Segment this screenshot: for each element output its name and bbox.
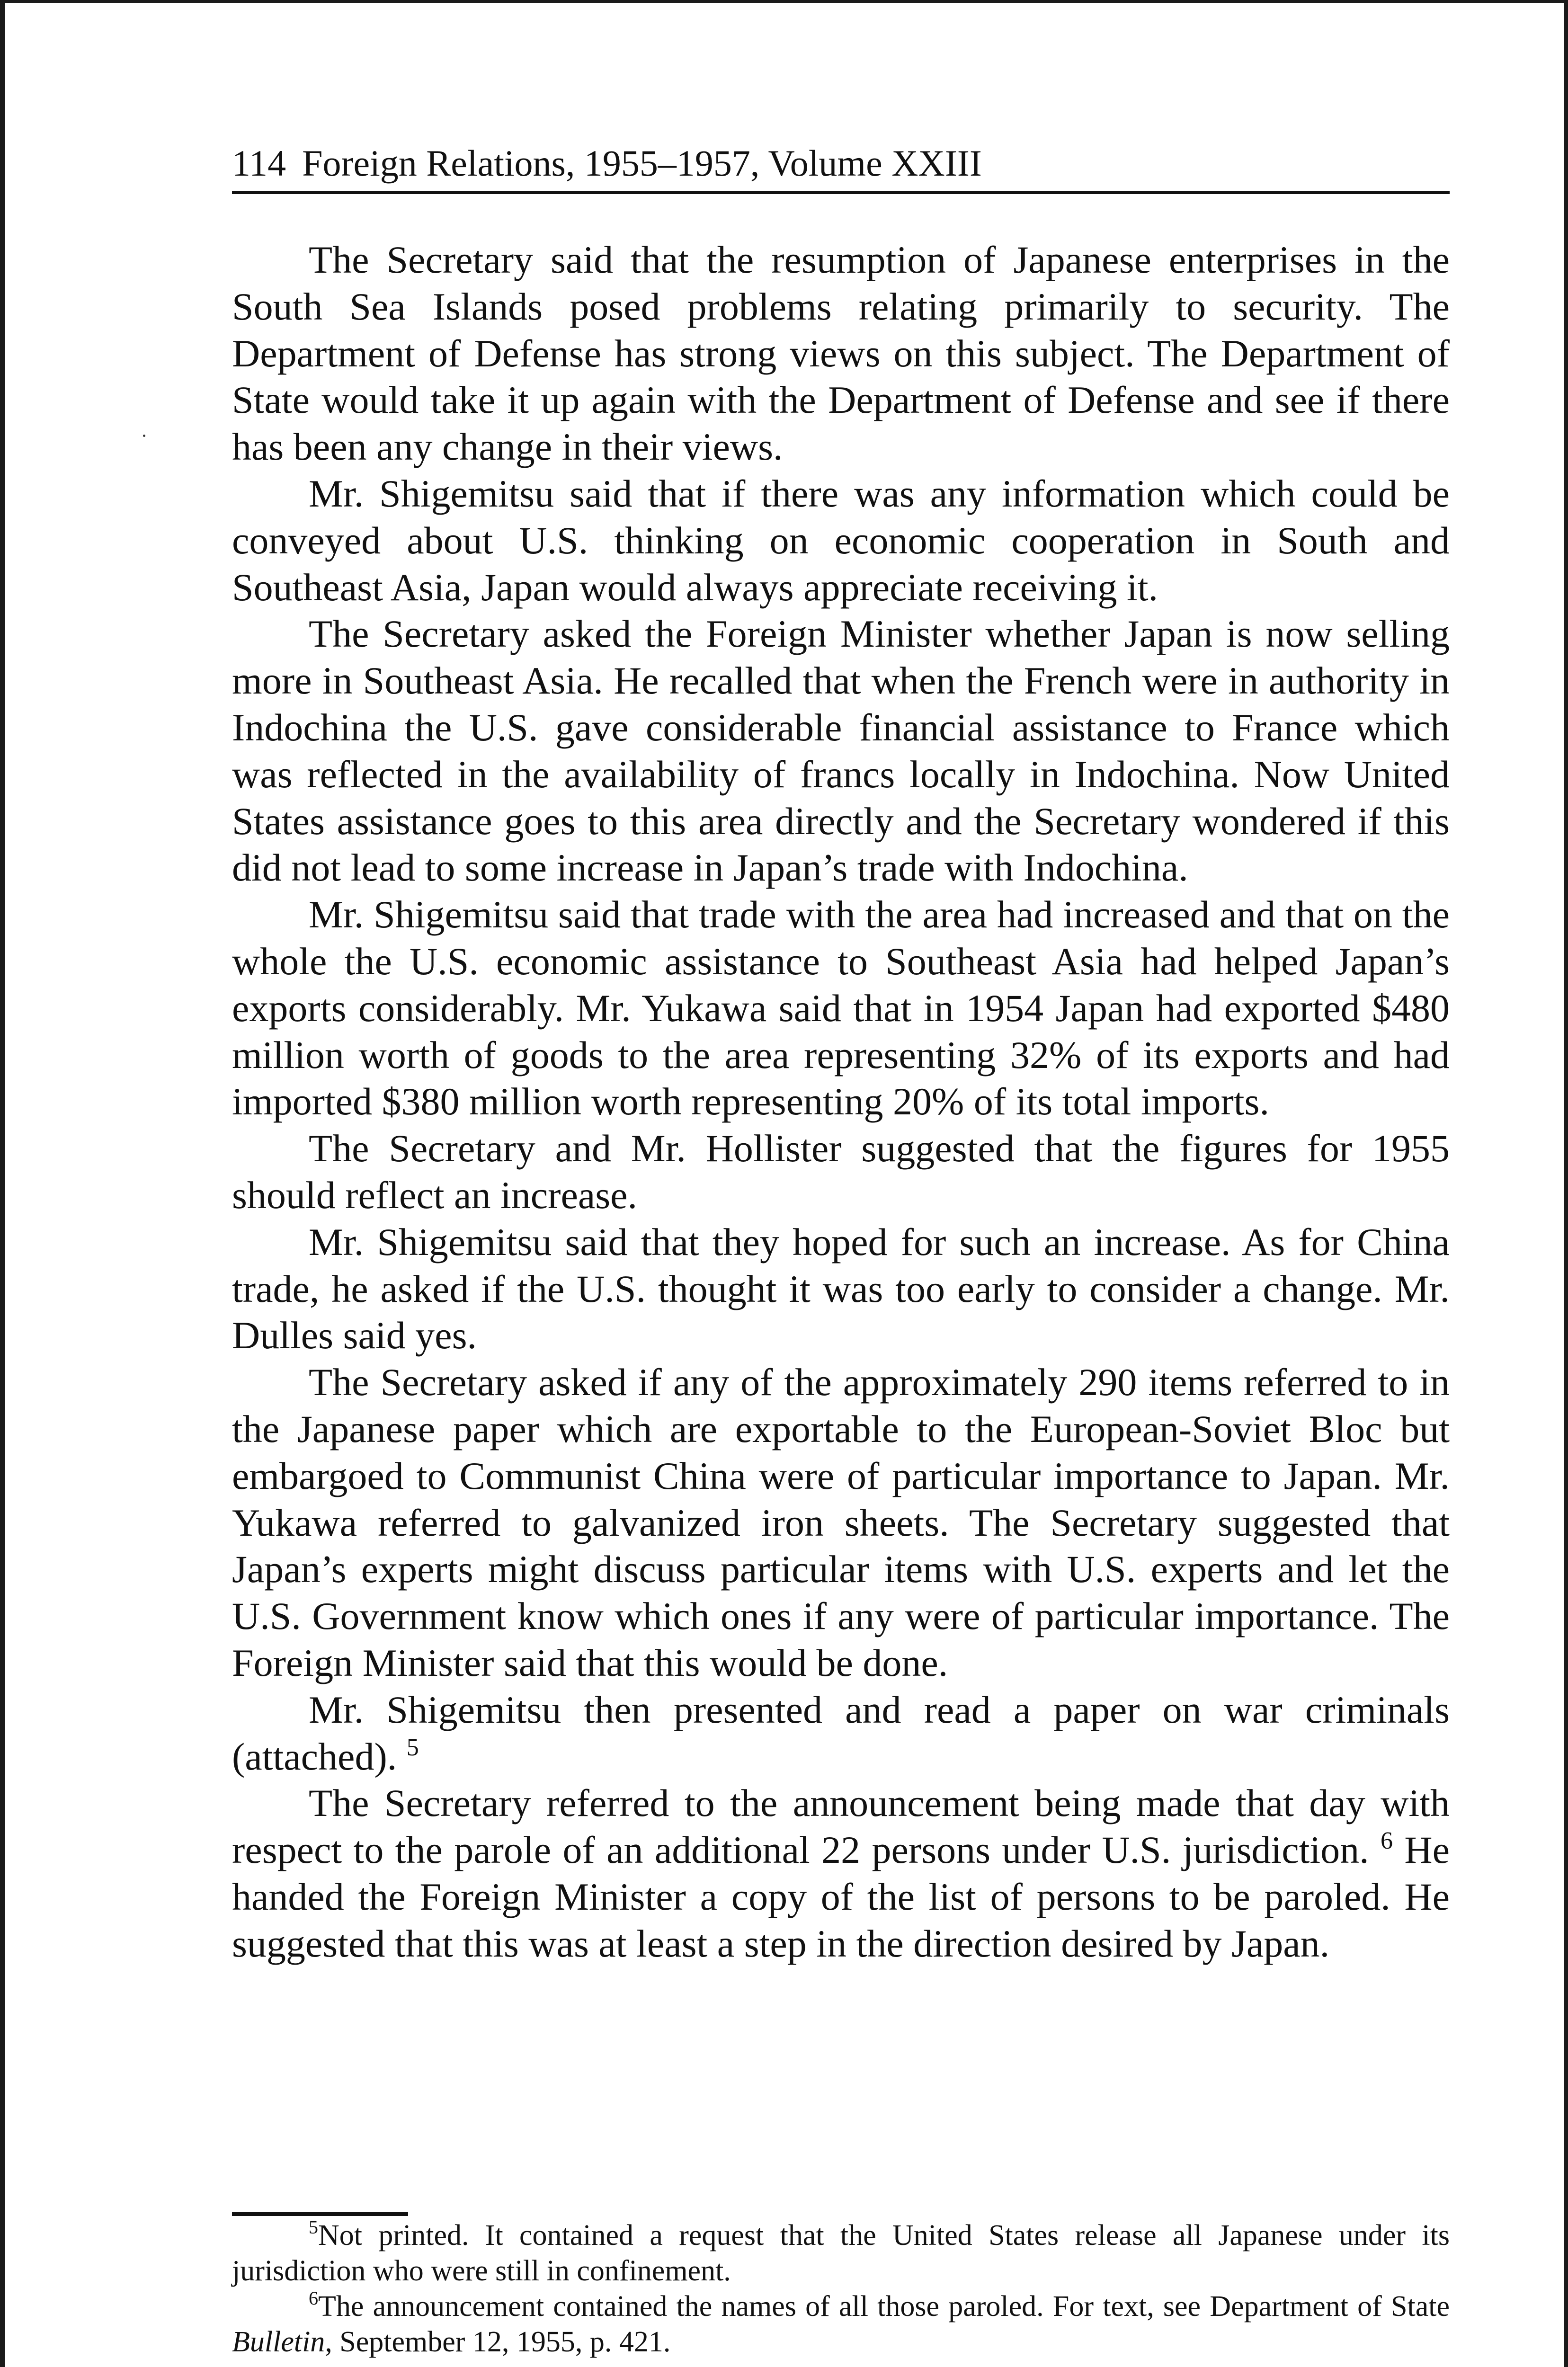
parole-text: The Secretary referred to the announcement being made that day with respect to the parole of an additional 22 persons under U.S. jurisdiction. (232, 1781, 1450, 1872)
paragraph-embargo-items: The Secretary asked if any of the approximately 290 items referred to in the Japanese paper which are exportable to the European-Soviet Bloc but embargoed to Communist China were of particular importance to Japan. Mr. Yukawa referred to galvanized iron sheets. The Secretary suggested that Japan’s experts might discuss particular items with U.S. experts and let the U.S. Government know which ones if any were of particular importance. The Foreign Minister said that this would be done. (232, 1361, 1450, 1684)
paragraph-war-criminals (232, 1687, 1450, 1780)
footnote-6-text: The announcement contained the names of all those paroled. For text, see Department of State (318, 2290, 1450, 2323)
footnote-ref-6[interactable]: 6 (1381, 1827, 1393, 1855)
scan-speck (143, 435, 145, 437)
paragraph-parole (232, 1780, 1450, 1967)
paragraph-south-sea-islands: The Secretary said that the resumption of Japanese enterprises in the South Sea Islands posed problems relating primarily to security. The Department of Defense has strong views on this subject. The Department of State would take it up again with the Department of Defense and see if there has been any change in their views. (232, 238, 1450, 469)
war-criminals-text: Mr. Shigemitsu then presented and read a paper on war criminals (attached). (232, 1688, 1450, 1778)
paragraph-economic-cooperation: Mr. Shigemitsu said that if there was any information which could be conveyed about U.S. thinking on economic cooperation in South and Southeast Asia, Japan would always appreciate receiving it. (232, 472, 1450, 609)
footnote-marker-6: 6 (309, 2287, 318, 2309)
running-title: Foreign Relations, 1955–1957, Volume XXIII (302, 142, 982, 184)
footnotes (232, 2218, 1450, 2360)
footnote-marker-5: 5 (309, 2216, 318, 2238)
footnote-5-text: Not printed. It contained a request that the United States release all Japanese under its jurisdiction who were still in confinement. (232, 2219, 1450, 2287)
footnote-6-citation: September 12, 1955, p. 421. (339, 2326, 671, 2358)
parole-text-continued: He handed the Foreign Minister a copy of the list of persons to be paroled. He suggested that this was at least a step in the direction desired by Japan. (232, 1828, 1450, 1965)
bulletin-title: Bulletin, (232, 2326, 332, 2358)
page-number: 114 (232, 142, 286, 184)
paragraph-1955-increase: The Secretary and Mr. Hollister suggested that the figures for 1955 should reflect an increase. (232, 1127, 1450, 1217)
paragraph-trade-figures: Mr. Shigemitsu said that trade with the area had increased and that on the whole the U.S. economic assistance to Southeast Asia had helped Japan’s exports considerably. Mr. Yukawa said that in 1954 Japan had exported $480 million worth of goods to the area representing 32% of its exports and had imported $380 million worth representing 20% of its total imports. (232, 893, 1450, 1123)
paragraph-china-trade: Mr. Shigemitsu said that they hoped for such an increase. As for China trade, he asked if the U.S. thought it was too early to consider a change. Mr. Dulles said yes. (232, 1220, 1450, 1357)
running-head (232, 133, 1450, 194)
footnote-divider (232, 2212, 408, 2216)
footnote-6 (232, 2289, 1450, 2360)
paragraph-southeast-asia-sales: The Secretary asked the Foreign Minister whether Japan is now selling more in Southeast Asia. He recalled that when the French were in authority in Indochina the U.S. gave considerable financial assistance to France which was reflected in the availability of francs locally in Indochina. Now United States assistance goes to this area directly and the Secretary wondered if this did not lead to some increase in Japan’s trade with Indochina. (232, 612, 1450, 890)
footnote-ref-5[interactable]: 5 (406, 1734, 419, 1761)
footnote-5 (232, 2218, 1450, 2289)
body-text (232, 237, 1450, 1967)
